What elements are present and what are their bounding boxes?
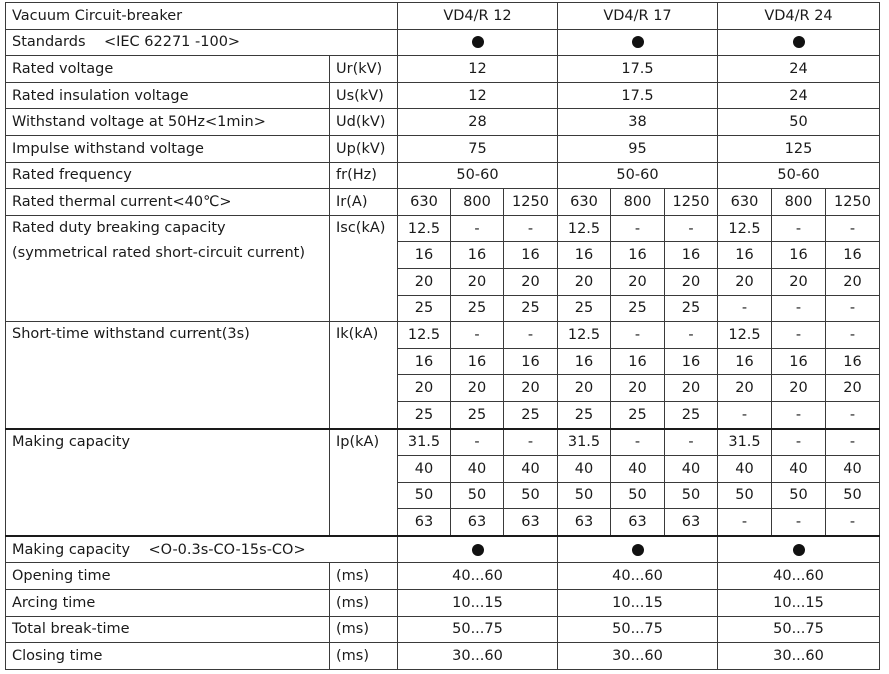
row-value: 17.5 (558, 56, 718, 83)
row-unit: (ms) (330, 643, 398, 670)
current-value: 630 (398, 189, 451, 216)
capacity-value: - (826, 295, 880, 322)
capacity-value: 12.5 (398, 215, 451, 242)
capacity-value: 40 (504, 456, 558, 483)
model-header-2: VD4/R 17 (558, 3, 718, 30)
current-value: 1250 (826, 189, 880, 216)
row-value: 50...75 (558, 616, 718, 643)
row-value: 12 (398, 56, 558, 83)
capacity-value: - (718, 509, 772, 536)
row-value: 50 (718, 109, 880, 136)
capacity-value: 50 (451, 482, 504, 509)
row-unit: (ms) (330, 616, 398, 643)
capacity-value: 16 (772, 242, 826, 269)
row-label: Total break-time (6, 616, 330, 643)
making-row (6, 429, 880, 456)
row-label: Withstand voltage at 50Hz<1min> (6, 109, 330, 136)
label-line: (symmetrical rated short-circuit current) (12, 244, 305, 261)
row-unit: Up(kV) (330, 135, 398, 162)
capacity-value: 50 (611, 482, 665, 509)
capacity-value: 12.5 (558, 322, 611, 349)
capacity-value: - (665, 322, 718, 349)
current-value: 630 (558, 189, 611, 216)
row-value: 50...75 (718, 616, 880, 643)
capacity-value: 40 (718, 456, 772, 483)
capacity-value: 25 (398, 401, 451, 428)
row-value: 24 (718, 56, 880, 83)
capacity-value: - (826, 401, 880, 428)
capacity-value: 20 (611, 375, 665, 402)
row-value: 30...60 (718, 643, 880, 670)
row-value: 10...15 (398, 590, 558, 617)
row-value: 125 (718, 135, 880, 162)
capacity-value: 40 (398, 456, 451, 483)
capacity-value: 63 (398, 509, 451, 536)
capacity-value: 25 (665, 295, 718, 322)
capacity-value: 63 (665, 509, 718, 536)
current-value: 1250 (665, 189, 718, 216)
row-value: 40...60 (558, 563, 718, 590)
breaking-unit: Isc(kA) (330, 215, 398, 321)
making-sequence-row (6, 536, 880, 563)
breaking-label (6, 215, 330, 321)
capacity-value: 50 (826, 482, 880, 509)
capacity-value: - (826, 215, 880, 242)
current-value: 800 (772, 189, 826, 216)
spec-row (6, 135, 880, 162)
row-label: Opening time (6, 563, 330, 590)
capacity-value: 63 (451, 509, 504, 536)
short_time-row (6, 322, 880, 349)
row-label: Rated thermal current<40℃> (6, 189, 330, 216)
row-unit: (ms) (330, 590, 398, 617)
capacity-value: 16 (665, 348, 718, 375)
capacity-value: 12.5 (398, 322, 451, 349)
header-row (6, 3, 880, 30)
capacity-value: 25 (558, 401, 611, 428)
row-value: 10...15 (718, 590, 880, 617)
row-value: 50-60 (398, 162, 558, 189)
capacity-value: - (451, 215, 504, 242)
capacity-value: - (611, 215, 665, 242)
capacity-value: 25 (398, 295, 451, 322)
short_time-label: Short-time withstand current(3s) (6, 322, 330, 429)
standards-label: Standards <IEC 62271 -100> (6, 29, 398, 56)
spec-row (6, 109, 880, 136)
capacity-value: 20 (504, 375, 558, 402)
capacity-value: - (451, 429, 504, 456)
capacity-value: 40 (665, 456, 718, 483)
row-label: Rated frequency (6, 162, 330, 189)
making-sequence-mark (558, 536, 718, 563)
bullet-icon (632, 544, 644, 556)
capacity-value: 63 (611, 509, 665, 536)
spec-table-body (6, 3, 880, 670)
spec-row (6, 162, 880, 189)
capacity-value: 16 (558, 348, 611, 375)
capacity-value: - (665, 429, 718, 456)
capacity-value: 16 (826, 348, 880, 375)
capacity-value: 20 (398, 375, 451, 402)
standards-mark-1 (398, 29, 558, 56)
capacity-value: 16 (772, 348, 826, 375)
capacity-value: - (611, 322, 665, 349)
capacity-value: 20 (826, 268, 880, 295)
capacity-value: 20 (558, 375, 611, 402)
capacity-value: 25 (504, 295, 558, 322)
capacity-value: 50 (772, 482, 826, 509)
capacity-value: 16 (504, 242, 558, 269)
bullet-icon (632, 36, 644, 48)
capacity-value: 25 (504, 401, 558, 428)
label-line: Rated duty breaking capacity (12, 219, 226, 236)
capacity-value: 16 (504, 348, 558, 375)
row-unit: Us(kV) (330, 82, 398, 109)
current-value: 800 (611, 189, 665, 216)
short_time-unit: Ik(kA) (330, 322, 398, 429)
capacity-value: 16 (718, 348, 772, 375)
row-value: 50...75 (398, 616, 558, 643)
row-value: 40...60 (718, 563, 880, 590)
capacity-value: - (504, 322, 558, 349)
capacity-value: - (772, 322, 826, 349)
capacity-value: - (611, 429, 665, 456)
row-value: 30...60 (398, 643, 558, 670)
capacity-value: 25 (611, 401, 665, 428)
capacity-value: 31.5 (558, 429, 611, 456)
row-value: 17.5 (558, 82, 718, 109)
row-value: 30...60 (558, 643, 718, 670)
capacity-value: 12.5 (718, 215, 772, 242)
capacity-value: 50 (398, 482, 451, 509)
row-label: Closing time (6, 643, 330, 670)
capacity-value: 50 (665, 482, 718, 509)
spec-row (6, 82, 880, 109)
row-value: 38 (558, 109, 718, 136)
capacity-value: 25 (558, 295, 611, 322)
row-value: 10...15 (558, 590, 718, 617)
capacity-value: - (826, 509, 880, 536)
capacity-value: 63 (558, 509, 611, 536)
making-label: Making capacity (6, 429, 330, 536)
standards-mark-3 (718, 29, 880, 56)
time-row (6, 563, 880, 590)
capacity-value: 20 (718, 268, 772, 295)
capacity-value: 20 (718, 375, 772, 402)
breaking-row (6, 215, 880, 242)
capacity-value: 40 (772, 456, 826, 483)
bullet-icon (793, 544, 805, 556)
capacity-value: 20 (611, 268, 665, 295)
capacity-value: - (504, 429, 558, 456)
capacity-value: 20 (451, 375, 504, 402)
capacity-value: 16 (665, 242, 718, 269)
bullet-icon (472, 36, 484, 48)
row-value: 40...60 (398, 563, 558, 590)
row-unit: Ir(A) (330, 189, 398, 216)
capacity-value: 20 (398, 268, 451, 295)
row-value: 95 (558, 135, 718, 162)
capacity-value: 12.5 (718, 322, 772, 349)
capacity-value: 31.5 (718, 429, 772, 456)
capacity-value: 20 (665, 375, 718, 402)
capacity-value: 16 (398, 348, 451, 375)
capacity-value: 16 (558, 242, 611, 269)
standards-mark-2 (558, 29, 718, 56)
capacity-value: - (718, 401, 772, 428)
capacity-value: 16 (451, 348, 504, 375)
model-header-1: VD4/R 12 (398, 3, 558, 30)
row-label: Impulse withstand voltage (6, 135, 330, 162)
time-row (6, 590, 880, 617)
row-value: 50-60 (558, 162, 718, 189)
capacity-value: - (772, 509, 826, 536)
bullet-icon (793, 36, 805, 48)
capacity-value: 20 (451, 268, 504, 295)
capacity-value: - (772, 401, 826, 428)
row-value: 24 (718, 82, 880, 109)
standards-row (6, 29, 880, 56)
bullet-icon (472, 544, 484, 556)
capacity-value: 31.5 (398, 429, 451, 456)
capacity-value: 20 (558, 268, 611, 295)
capacity-value: - (826, 429, 880, 456)
capacity-value: - (451, 322, 504, 349)
making-sequence-mark (398, 536, 558, 563)
capacity-value: 16 (451, 242, 504, 269)
capacity-value: 16 (611, 348, 665, 375)
thermal-current-row (6, 189, 880, 216)
making-unit: Ip(kA) (330, 429, 398, 536)
current-value: 800 (451, 189, 504, 216)
capacity-value: 25 (665, 401, 718, 428)
making-sequence-label: Making capacity <O-0.3s-CO-15s-CO> (6, 536, 398, 563)
capacity-value: 50 (718, 482, 772, 509)
capacity-value: 40 (558, 456, 611, 483)
capacity-value: 25 (611, 295, 665, 322)
capacity-value: - (665, 215, 718, 242)
capacity-value: - (772, 295, 826, 322)
row-unit: Ur(kV) (330, 56, 398, 83)
capacity-value: - (718, 295, 772, 322)
current-value: 1250 (504, 189, 558, 216)
row-unit: Ud(kV) (330, 109, 398, 136)
capacity-value: 16 (398, 242, 451, 269)
table-title: Vacuum Circuit-breaker (6, 3, 398, 30)
time-row (6, 616, 880, 643)
capacity-value: 16 (826, 242, 880, 269)
row-label: Rated insulation voltage (6, 82, 330, 109)
capacity-value: 50 (504, 482, 558, 509)
model-header-3: VD4/R 24 (718, 3, 880, 30)
capacity-value: - (772, 215, 826, 242)
capacity-value: - (504, 215, 558, 242)
row-label: Arcing time (6, 590, 330, 617)
capacity-value: 40 (451, 456, 504, 483)
row-value: 50-60 (718, 162, 880, 189)
capacity-value: 50 (558, 482, 611, 509)
spec-row (6, 56, 880, 83)
row-unit: (ms) (330, 563, 398, 590)
capacity-value: - (772, 429, 826, 456)
capacity-value: 20 (772, 268, 826, 295)
capacity-value: - (826, 322, 880, 349)
capacity-value: 16 (718, 242, 772, 269)
capacity-value: 63 (504, 509, 558, 536)
capacity-value: 20 (826, 375, 880, 402)
making-sequence-mark (718, 536, 880, 563)
row-value: 75 (398, 135, 558, 162)
row-value: 12 (398, 82, 558, 109)
capacity-value: 25 (451, 295, 504, 322)
capacity-value: 20 (504, 268, 558, 295)
capacity-value: 25 (451, 401, 504, 428)
row-label: Rated voltage (6, 56, 330, 83)
capacity-value: 16 (611, 242, 665, 269)
time-row (6, 643, 880, 670)
current-value: 630 (718, 189, 772, 216)
capacity-value: 12.5 (558, 215, 611, 242)
row-value: 28 (398, 109, 558, 136)
capacity-value: 40 (611, 456, 665, 483)
capacity-value: 20 (665, 268, 718, 295)
capacity-value: 20 (772, 375, 826, 402)
spec-table (5, 2, 880, 670)
row-unit: fr(Hz) (330, 162, 398, 189)
capacity-value: 40 (826, 456, 880, 483)
